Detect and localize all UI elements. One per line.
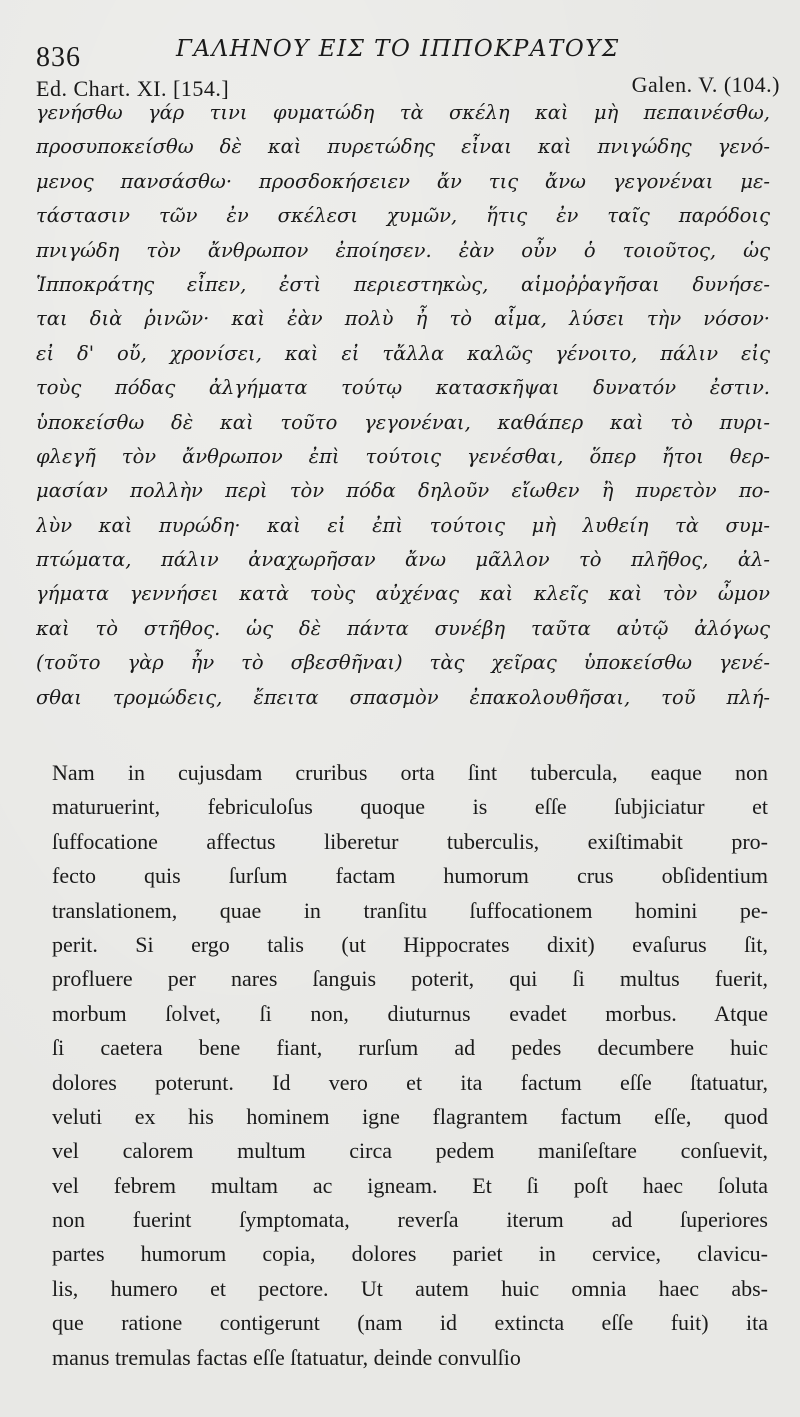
running-title: ΓΑΛΗΝΟΥ ΕΙΣ ΤΟ ΙΠΠΟΚΡΑΤΟΥΣ bbox=[176, 36, 620, 62]
latin-line: vel febrem multam ac igneam. Et ſi poſt haec ſoluta bbox=[52, 1172, 768, 1198]
latin-line: ſuffocatione affectus liberetur tuberculis, exiſtimabit pro- bbox=[52, 828, 768, 854]
greek-line: γενήσθω γάρ τινι φυματώδη τὰ σκέλη καὶ μὴ πεπαινέσθω, bbox=[36, 101, 770, 124]
latin-line: lis, humero et pectore. Ut autem huic omnia haec abs- bbox=[52, 1275, 768, 1301]
latin-line: perit. Si ergo talis (ut Hippocrates dixit) evaſurus ſit, bbox=[52, 931, 768, 957]
latin-line: partes humorum copia, dolores pariet in cervice, clavicu- bbox=[52, 1241, 768, 1267]
greek-line: ται διὰ ῥινῶν· καὶ ἐὰν πολὺ ἦ τὸ αἷμα, λύσει τὴν νόσον· bbox=[36, 307, 770, 331]
page-header bbox=[36, 30, 776, 73]
greek-line: ὑποκείσθω δὲ καὶ τοῦτο γεγονέναι, καθάπερ καὶ τὸ πυρι- bbox=[36, 410, 770, 434]
latin-line: maturuerint, febriculoſus quoque is eſſe ſubjiciatur et bbox=[52, 794, 768, 820]
greek-line: φλεγῆ τὸν ἄνθρωπον ἐπὶ τούτοις γενέσθαι, ὅπερ ἤτοι θερ- bbox=[36, 444, 770, 468]
greek-line: λὺν καὶ πυρώδη· καὶ εἰ ἐπὶ τούτοις μὴ λυθείη τὰ συμ- bbox=[36, 513, 770, 537]
greek-line: μασίαν πολλὴν περὶ τὸν πόδα δηλοῦν εἴωθεν ἢ πυρετὸν πο- bbox=[36, 479, 770, 503]
page-number: 836 bbox=[36, 42, 81, 73]
greek-line: πτώματα, πάλιν ἀναχωρῆσαν ἄνω μᾶλλον τὸ πλῆθος, ἀλ- bbox=[36, 548, 770, 572]
latin-line: Nam in cujusdam cruribus orta ſint tubercula, eaque non bbox=[52, 760, 768, 785]
latin-line: non fuerint ſymptomata, reverſa iterum ad ſuperiores bbox=[52, 1207, 768, 1233]
greek-line: σθαι τρομώδεις, ἔπειτα σπασμὸν ἐπακολουθῆσαι, τοῦ πλή- bbox=[36, 685, 770, 709]
latin-line: manus tremulas factas eſſe ſtatuatur, deinde convulſio bbox=[52, 1344, 521, 1370]
latin-line: translationem, quae in tranſitu ſuffocationem homini pe- bbox=[52, 897, 768, 923]
greek-line: καὶ τὸ στῆθος. ὡς δὲ πάντα συνέβη ταῦτα αὐτῷ ἀλόγως bbox=[36, 616, 770, 640]
greek-line: μενος πανσάσθω· προσδοκήσειεν ἄν τις ἄνω γεγονέναι με- bbox=[36, 169, 770, 193]
latin-line: morbum ſolvet, ſi non, diuturnus evadet morbus. Atque bbox=[52, 1000, 768, 1026]
latin-line: vel calorem multum circa pedem maniſeſtare conſuevit, bbox=[52, 1138, 768, 1164]
greek-line: γήματα γεννήσει κατὰ τοὺς αὐχένας καὶ κλεῖς καὶ τὸν ὦμον bbox=[36, 582, 770, 606]
latin-line: veluti ex his hominem igne flagrantem factum eſſe, quod bbox=[52, 1103, 768, 1129]
latin-line: dolores poterunt. Id vero et ita factum eſſe ſtatuatur, bbox=[52, 1069, 768, 1095]
greek-line: προσυποκείσθω δὲ καὶ πυρετώδης εἶναι καὶ πνιγώδης γενό- bbox=[36, 135, 770, 159]
greek-line: εἰ δ' οὔ, χρονίσει, καὶ εἰ τἄλλα καλῶς γένοιτο, πάλιν εἰς bbox=[36, 341, 770, 365]
latin-line: ſi caetera bene fiant, rurſum ad pedes decumbere huic bbox=[52, 1035, 768, 1061]
latin-line: fecto quis ſurſum factam humorum crus obſidentium bbox=[52, 863, 768, 889]
edition-galen-ref: Galen. V. (104.) bbox=[631, 72, 780, 97]
latin-line: que ratione contigerunt (nam id extincta eſſe fuit) ita bbox=[52, 1310, 768, 1336]
greek-line: Ἱπποκράτης εἶπεν, ἐστὶ περιεστηκὼς, αἱμοῤῥαγῆσαι δυνήσε- bbox=[36, 272, 770, 296]
greek-line: (τοῦτο γὰρ ἦν τὸ σβεσθῆναι) τὰς χεῖρας ὑποκείσθω γενέ- bbox=[36, 651, 770, 675]
greek-text-block bbox=[36, 96, 770, 715]
greek-line: πνιγώδη τὸν ἄνθρωπον ἐποίησεν. ἐὰν οὖν ὁ τοιοῦτος, ὡς bbox=[36, 238, 770, 262]
greek-line: τάστασιν τῶν ἐν σκέλεσι χυμῶν, ἥτις ἐν ταῖς παρόδοις bbox=[36, 204, 770, 228]
latin-translation-block bbox=[52, 756, 768, 1375]
latin-line: profluere per nares ſanguis poterit, qui ſi multus fuerit, bbox=[52, 966, 768, 992]
edition-chartier-ref: Ed. Chart. XI. [154.] bbox=[36, 76, 230, 101]
greek-line: τοὺς πόδας ἀλγήματα τούτῳ κατασκῆψαι δυνατόν ἐστιν. bbox=[36, 376, 770, 400]
